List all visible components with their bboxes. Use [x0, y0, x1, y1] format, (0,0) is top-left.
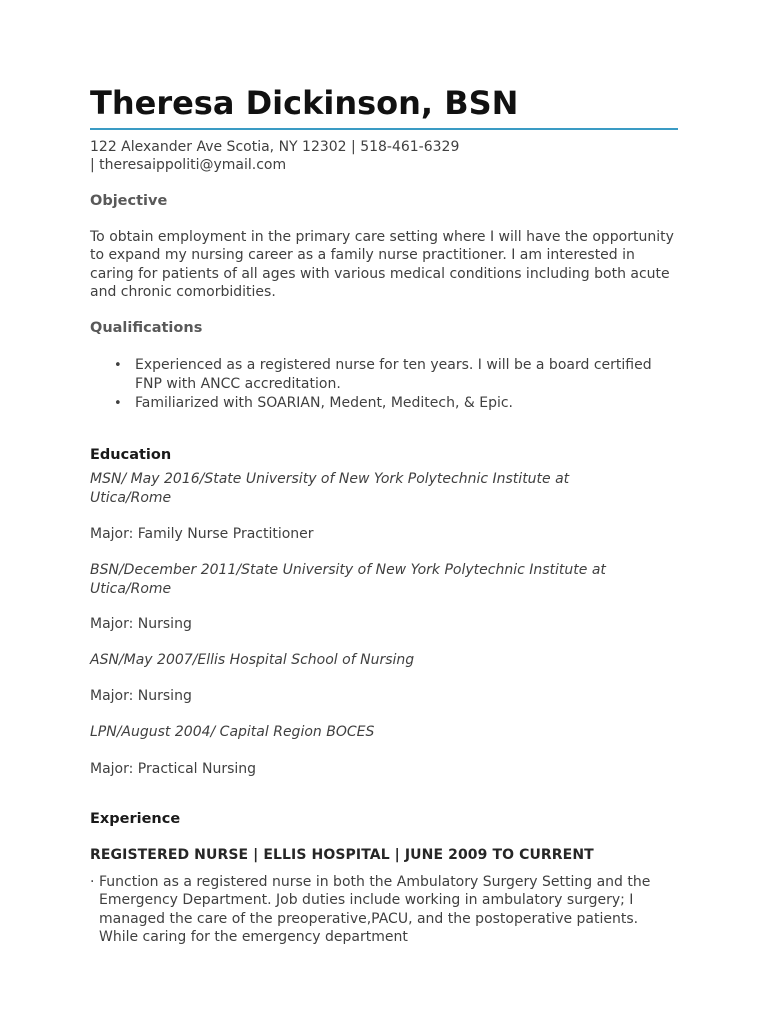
header-divider: [90, 128, 678, 130]
education-major: Major: Nursing: [90, 688, 192, 704]
qualification-text: Familiarized with SOARIAN, Medent, Meditech, & Epic.: [135, 395, 514, 411]
education-degree: MSN/ May 2016/State University of New York Polytechnic Institute at Utica/Rome: [90, 471, 570, 506]
qualifications-heading: Qualifications: [90, 320, 203, 336]
bullet-icon: •: [114, 358, 122, 373]
education-major: Major: Practical Nursing: [90, 761, 257, 777]
qualification-text: Experienced as a registered nurse for ten years. I will be a board certified FNP with ANCC accreditation.: [135, 357, 652, 392]
bullet-icon: •: [114, 396, 122, 411]
experience-heading: Experience: [90, 811, 181, 827]
education-major: Major: Nursing: [90, 616, 192, 632]
education-heading: Education: [90, 447, 172, 463]
job-duty-text: Function as a registered nurse in both the Ambulatory Surgery Setting and the Emergency Department. Job duties include working in ambulatory surgery; I managed the care of the preoperative,PACU, and the postoperative patients. While caring for the emergency department: [99, 874, 651, 945]
education-degree: ASN/May 2007/Ellis Hospital School of Nursing: [90, 652, 415, 668]
education-major: Major: Family Nurse Practitioner: [90, 526, 314, 542]
job-duty: [90, 873, 675, 946]
job-title: REGISTERED NURSE | ELLIS HOSPITAL | JUNE 2009 TO CURRENT: [90, 847, 594, 863]
education-degree: LPN/August 2004/ Capital Region BOCES: [90, 724, 375, 740]
education-degree: BSN/December 2011/State University of New York Polytechnic Institute at Utica/Rome: [90, 562, 606, 597]
qualification-item: [90, 394, 655, 413]
objective-heading: Objective: [90, 193, 168, 209]
qualification-item: [90, 356, 655, 394]
objective-text: To obtain employment in the primary care setting where I will have the opportunity to expand my nursing career as a family nurse practitioner. I am interested in caring for patients of all ages with various medical conditions including both acute and chronic comorbidities.: [90, 229, 674, 300]
bullet-icon: ·: [90, 874, 95, 890]
resume-name: Theresa Dickinson, BSN: [90, 84, 519, 122]
qualifications-list: [90, 356, 680, 413]
contact-info: 122 Alexander Ave Scotia, NY 12302 | 518-461-6329 | theresaippoliti@ymail.com: [90, 139, 460, 173]
